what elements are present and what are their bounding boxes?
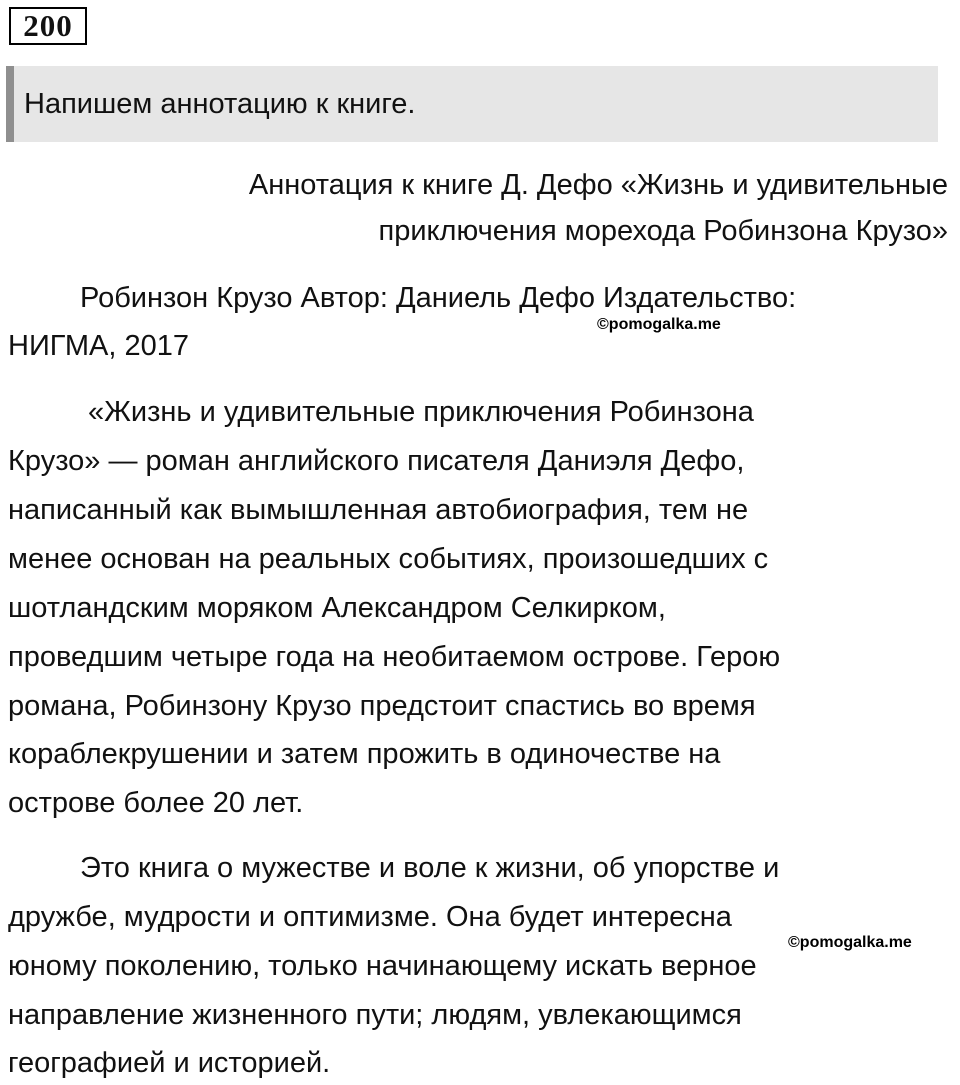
- paragraph-1-line-5: шотландским моряком Александром Селкирком,: [8, 592, 666, 624]
- paragraph-2-line-1: Это книга о мужестве и воле к жизни, об упорстве и: [80, 852, 780, 884]
- watermark-bottom: ©pomogalka.me: [788, 934, 912, 951]
- bibliography-line-2: НИГМА, 2017: [8, 330, 189, 362]
- task-instruction-bar: [6, 66, 938, 142]
- task-instruction: Напишем аннотацию к книге.: [24, 88, 416, 120]
- paragraph-2-line-2: дружбе, мудрости и оптимизме. Она будет интересна: [8, 901, 732, 933]
- paragraph-2-line-3: юному поколению, только начинающему искать верное: [8, 950, 757, 982]
- annotation-heading-line-2: приключения морехода Робинзона Крузо»: [378, 215, 948, 247]
- paragraph-1-line-8: кораблекрушении и затем прожить в одиночестве на: [8, 738, 721, 770]
- paragraph-2-line-4: направление жизненного пути; людям, увлекающимся: [8, 999, 742, 1031]
- paragraph-2-line-5: географией и историей.: [8, 1047, 331, 1079]
- paragraph-1-line-3: написанный как вымышленная автобиография, тем не: [8, 494, 749, 526]
- task-bar-accent: [6, 66, 14, 142]
- bibliography-line-1: Робинзон Крузо Автор: Даниель Дефо Издательство:: [80, 282, 797, 314]
- task-number: 200: [9, 7, 87, 45]
- paragraph-1-line-1: «Жизнь и удивительные приключения Робинзона: [88, 396, 754, 428]
- paragraph-1-line-6: проведшим четыре года на необитаемом острове. Герою: [8, 641, 781, 673]
- annotation-heading-line-1: Аннотация к книге Д. Дефо «Жизнь и удивительные: [248, 169, 948, 201]
- paragraph-1-line-7: романа, Робинзону Крузо предстоит спастись во время: [8, 690, 756, 722]
- paragraph-1-line-2: Крузо» — роман английского писателя Даниэля Дефо,: [8, 445, 745, 477]
- paragraph-1-line-9: острове более 20 лет.: [8, 787, 304, 819]
- paragraph-1-line-4: менее основан на реальных событиях, произошедших с: [8, 543, 769, 575]
- watermark-top: ©pomogalka.me: [597, 316, 721, 333]
